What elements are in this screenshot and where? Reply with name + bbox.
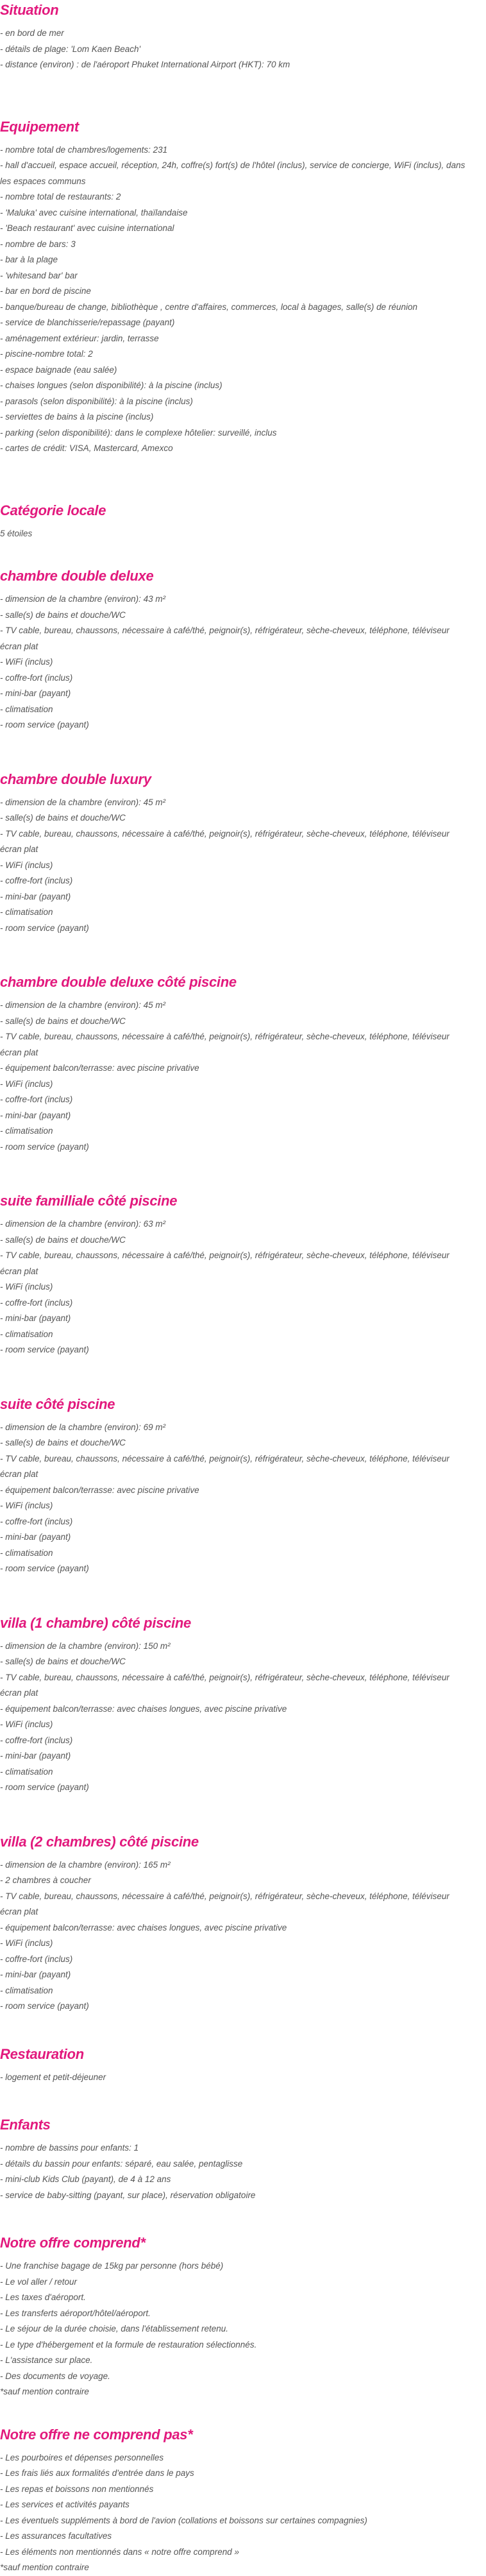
- detail-line: écran plat: [0, 1469, 38, 1479]
- detail-line: - Le séjour de la durée choisie, dans l'établissement retenu.: [0, 2324, 229, 2333]
- detail-line: écran plat: [0, 1688, 38, 1698]
- room-title: chambre double luxury: [0, 771, 151, 787]
- detail-line: - aménagement extérieur: jardin, terrasse: [0, 333, 159, 343]
- room-suite-cote-piscine: [0, 1395, 486, 1577]
- detail-line: - dimension de la chambre (environ): 63 m²: [0, 1219, 166, 1229]
- detail-line: - room service (payant): [0, 720, 89, 729]
- room-villa-2-chambres-cote-piscine: [0, 1833, 486, 2015]
- detail-line: écran plat: [0, 1266, 38, 1276]
- detail-line: - équipement balcon/terrasse: avec chaises longues, avec piscine privative: [0, 1703, 287, 1714]
- detail-line: - logement et petit-déjeuner: [0, 2072, 106, 2082]
- section-title: Catégorie locale: [0, 502, 106, 518]
- detail-line: - mini-bar (payant): [0, 1532, 71, 1542]
- detail-line: - WiFi (inclus): [0, 1501, 53, 1510]
- detail-line: - mini-bar (payant): [0, 1110, 71, 1120]
- section-offre-ne-comprend-pas: [0, 2426, 486, 2576]
- section-title: Notre offre comprend*: [0, 2235, 146, 2251]
- detail-line: les espaces communs: [0, 176, 86, 186]
- detail-line: - climatisation: [0, 1126, 53, 1136]
- detail-line: - coffre-fort (inclus): [0, 1095, 73, 1104]
- detail-line: - parking (selon disponibilité): dans le complexe hôtelier: surveillé, inclus: [0, 427, 277, 438]
- detail-line: - Le type d'hébergement et la formule de restauration sélectionnés.: [0, 2339, 257, 2350]
- detail-line: écran plat: [0, 844, 38, 854]
- detail-line: - room service (payant): [0, 923, 89, 933]
- detail-line: - room service (payant): [0, 2001, 89, 2011]
- detail-line: - TV cable, bureau, chaussons, nécessaire à café/thé, peignoir(s), réfrigérateur, sèche-cheveux, téléphone, téléviseur: [0, 1891, 449, 1901]
- detail-line: - dimension de la chambre (environ): 150 m²: [0, 1641, 171, 1651]
- detail-line: - serviettes de bains à la piscine (inclus): [0, 412, 154, 422]
- detail-line: - 'Beach restaurant' avec cuisine international: [0, 223, 174, 233]
- star-rating: 5 étoiles: [0, 528, 33, 538]
- detail-line: - L'assistance sur place.: [0, 2355, 93, 2365]
- detail-line: - dimension de la chambre (environ): 165 m²: [0, 1859, 171, 1870]
- detail-line: écran plat: [0, 1907, 38, 1916]
- detail-line: - coffre-fort (inclus): [0, 1297, 73, 1308]
- section-restauration: [0, 2045, 486, 2086]
- detail-line: - dimension de la chambre (environ): 69 m²: [0, 1422, 166, 1432]
- detail-line: - Les pourboires et dépenses personnelles: [0, 2452, 164, 2462]
- detail-line: - room service (payant): [0, 1345, 89, 1354]
- detail-line: - salle(s) de bains et douche/WC: [0, 1016, 126, 1026]
- section-offre-comprend: [0, 2234, 486, 2400]
- detail-line: - Les services et activités payants: [0, 2500, 130, 2509]
- detail-line: - climatisation: [0, 1985, 53, 1995]
- detail-line: - mini-bar (payant): [0, 1751, 71, 1761]
- detail-line: - distance (environ) : de l'aéroport Phuket International Airport (HKT): 70 km: [0, 60, 290, 69]
- detail-line: - TV cable, bureau, chaussons, nécessaire à café/thé, peignoir(s), réfrigérateur, sèche-cheveux, téléphone, téléviseur: [0, 828, 449, 839]
- detail-line: - équipement balcon/terrasse: avec piscine privative: [0, 1063, 199, 1073]
- section-title: Notre offre ne comprend pas*: [0, 2426, 193, 2443]
- room-title: chambre double deluxe côté piscine: [0, 974, 237, 990]
- room-title: suite côté piscine: [0, 1395, 115, 1412]
- detail-line: - Les assurances facultatives: [0, 2531, 112, 2541]
- detail-line: - nombre total de restaurants: 2: [0, 192, 121, 201]
- detail-line: - room service (payant): [0, 1564, 89, 1573]
- detail-line: - TV cable, bureau, chaussons, nécessaire à café/thé, peignoir(s), réfrigérateur, sèche-cheveux, téléphone, téléviseur: [0, 626, 449, 635]
- footnote: *sauf mention contraire: [0, 2563, 89, 2572]
- detail-line: - 2 chambres à coucher: [0, 1875, 91, 1885]
- detail-line: - salle(s) de bains et douche/WC: [0, 610, 126, 620]
- detail-line: - salle(s) de bains et douche/WC: [0, 1438, 126, 1447]
- detail-line: - Les transferts aéroport/hôtel/aéroport.: [0, 2308, 151, 2318]
- detail-line: - bar en bord de piscine: [0, 286, 91, 296]
- detail-line: - piscine-nombre total: 2: [0, 349, 93, 359]
- room-title: villa (1 chambre) côté piscine: [0, 1614, 191, 1631]
- room-title: villa (2 chambres) côté piscine: [0, 1833, 199, 1850]
- detail-line: - coffre-fort (inclus): [0, 672, 73, 683]
- detail-line: - climatisation: [0, 1766, 53, 1777]
- detail-line: - équipement balcon/terrasse: avec chaises longues, avec piscine privative: [0, 1922, 287, 1932]
- room-chambre-double-deluxe: [0, 567, 486, 733]
- detail-line: - Les éléments non mentionnés dans « notre offre comprend »: [0, 2546, 239, 2557]
- detail-line: - salle(s) de bains et douche/WC: [0, 813, 126, 823]
- detail-line: - WiFi (inclus): [0, 1079, 53, 1089]
- detail-line: - banque/bureau de change, bibliothèque , centre d'affaires, commerces, local à bagages, salle(s) de réunion: [0, 302, 417, 312]
- detail-line: - nombre total de chambres/logements: 231: [0, 144, 168, 155]
- section-title: Restauration: [0, 2045, 84, 2062]
- room-suite-familliale-cote-piscine: [0, 1192, 486, 1358]
- detail-line: - espace baignade (eau salée): [0, 364, 117, 375]
- detail-line: - 'whitesand bar' bar: [0, 270, 78, 280]
- detail-line: - WiFi (inclus): [0, 1282, 53, 1292]
- detail-line: - dimension de la chambre (environ): 45 m²: [0, 1000, 166, 1010]
- detail-line: - climatisation: [0, 1329, 53, 1339]
- detail-line: - mini-bar (payant): [0, 1313, 71, 1323]
- detail-line: - nombre de bars: 3: [0, 239, 76, 249]
- room-chambre-double-luxury: [0, 771, 486, 937]
- detail-line: - parasols (selon disponibilité): à la piscine (inclus): [0, 396, 193, 406]
- detail-line: - Les frais liés aux formalités d'entrée dans le pays: [0, 2468, 194, 2478]
- detail-line: - Le vol aller / retour: [0, 2276, 78, 2287]
- detail-line: - TV cable, bureau, chaussons, nécessaire à café/thé, peignoir(s), réfrigérateur, sèche-cheveux, téléphone, téléviseur: [0, 1453, 449, 1463]
- detail-line: - WiFi (inclus): [0, 860, 53, 870]
- detail-line: - coffre-fort (inclus): [0, 1954, 73, 1964]
- detail-line: - climatisation: [0, 1548, 53, 1558]
- detail-line: - TV cable, bureau, chaussons, nécessaire à café/thé, peignoir(s), réfrigérateur, sèche-cheveux, téléphone, téléviseur: [0, 1032, 449, 1041]
- detail-line: - Les taxes d'aéroport.: [0, 2292, 86, 2302]
- section-title: Enfants: [0, 2117, 51, 2133]
- detail-line: - WiFi (inclus): [0, 1938, 53, 1948]
- detail-line: - WiFi (inclus): [0, 1719, 53, 1729]
- detail-line: écran plat: [0, 1047, 38, 1057]
- detail-line: - mini-bar (payant): [0, 688, 71, 698]
- detail-line: - TV cable, bureau, chaussons, nécessaire à café/thé, peignoir(s), réfrigérateur, sèche-cheveux, téléphone, téléviseur: [0, 1672, 449, 1682]
- detail-line: - coffre-fort (inclus): [0, 1735, 73, 1745]
- detail-line: - climatisation: [0, 704, 53, 714]
- detail-line: - Des documents de voyage.: [0, 2371, 110, 2381]
- detail-line: - mini-bar (payant): [0, 1970, 71, 1979]
- section-categorie-locale: [0, 502, 486, 542]
- detail-line: - équipement balcon/terrasse: avec piscine privative: [0, 1485, 199, 1495]
- detail-line: écran plat: [0, 641, 38, 651]
- detail-line: - détails du bassin pour enfants: séparé, eau salée, pentaglisse: [0, 2158, 243, 2169]
- detail-line: - TV cable, bureau, chaussons, nécessaire à café/thé, peignoir(s), réfrigérateur, sèche-cheveux, téléphone, téléviseur: [0, 1250, 449, 1260]
- section-title: Equipement: [0, 118, 79, 135]
- detail-line: - en bord de mer: [0, 28, 64, 38]
- detail-line: - Les repas et boissons non mentionnés: [0, 2484, 154, 2494]
- detail-line: - mini-bar (payant): [0, 891, 71, 901]
- section-enfants: [0, 2116, 486, 2203]
- detail-line: - dimension de la chambre (environ): 43 m²: [0, 594, 166, 604]
- detail-line: - service de baby-sitting (payant, sur place), réservation obligatoire: [0, 2190, 256, 2200]
- detail-line: - mini-club Kids Club (payant), de 4 à 12 ans: [0, 2174, 171, 2184]
- room-villa-1-chambre-cote-piscine: [0, 1614, 486, 1796]
- detail-line: - coffre-fort (inclus): [0, 876, 73, 885]
- footnote: *sauf mention contraire: [0, 2387, 89, 2396]
- detail-line: - 'Maluka' avec cuisine international, thaïlandaise: [0, 207, 188, 218]
- detail-line: - salle(s) de bains et douche/WC: [0, 1657, 126, 1666]
- detail-line: - bar à la plage: [0, 255, 58, 264]
- detail-line: - WiFi (inclus): [0, 657, 53, 667]
- section-equipement: [0, 118, 486, 457]
- detail-line: - hall d'accueil, espace accueil, réception, 24h, coffre(s) fort(s) de l'hôtel (inclus), service de concierge, WiFi (inclus), dans: [0, 160, 465, 170]
- detail-line: - dimension de la chambre (environ): 45 m²: [0, 797, 166, 807]
- detail-line: - cartes de crédit: VISA, Mastercard, Amexco: [0, 443, 173, 453]
- detail-line: - service de blanchisserie/repassage (payant): [0, 318, 175, 327]
- section-title: Situation: [0, 2, 59, 18]
- room-title: chambre double deluxe: [0, 568, 154, 584]
- detail-line: - Une franchise bagage de 15kg par personne (hors bébé): [0, 2261, 224, 2271]
- detail-line: - coffre-fort (inclus): [0, 1516, 73, 1526]
- room-chambre-double-deluxe-cote-piscine: [0, 973, 486, 1155]
- detail-line: - salle(s) de bains et douche/WC: [0, 1234, 126, 1245]
- detail-line: - room service (payant): [0, 1141, 89, 1152]
- section-situation: [0, 1, 486, 73]
- room-title: suite familliale côté piscine: [0, 1193, 178, 1209]
- detail-line: - nombre de bassins pour enfants: 1: [0, 2143, 139, 2153]
- detail-line: - climatisation: [0, 907, 53, 917]
- detail-line: - Les éventuels suppléments à bord de l'avion (collations et boissons sur certaines compagnies): [0, 2515, 367, 2525]
- detail-line: - chaises longues (selon disponibilité): à la piscine (inclus): [0, 380, 222, 390]
- detail-line: - room service (payant): [0, 1782, 89, 1792]
- detail-line: - détails de plage: 'Lom Kaen Beach': [0, 44, 141, 54]
